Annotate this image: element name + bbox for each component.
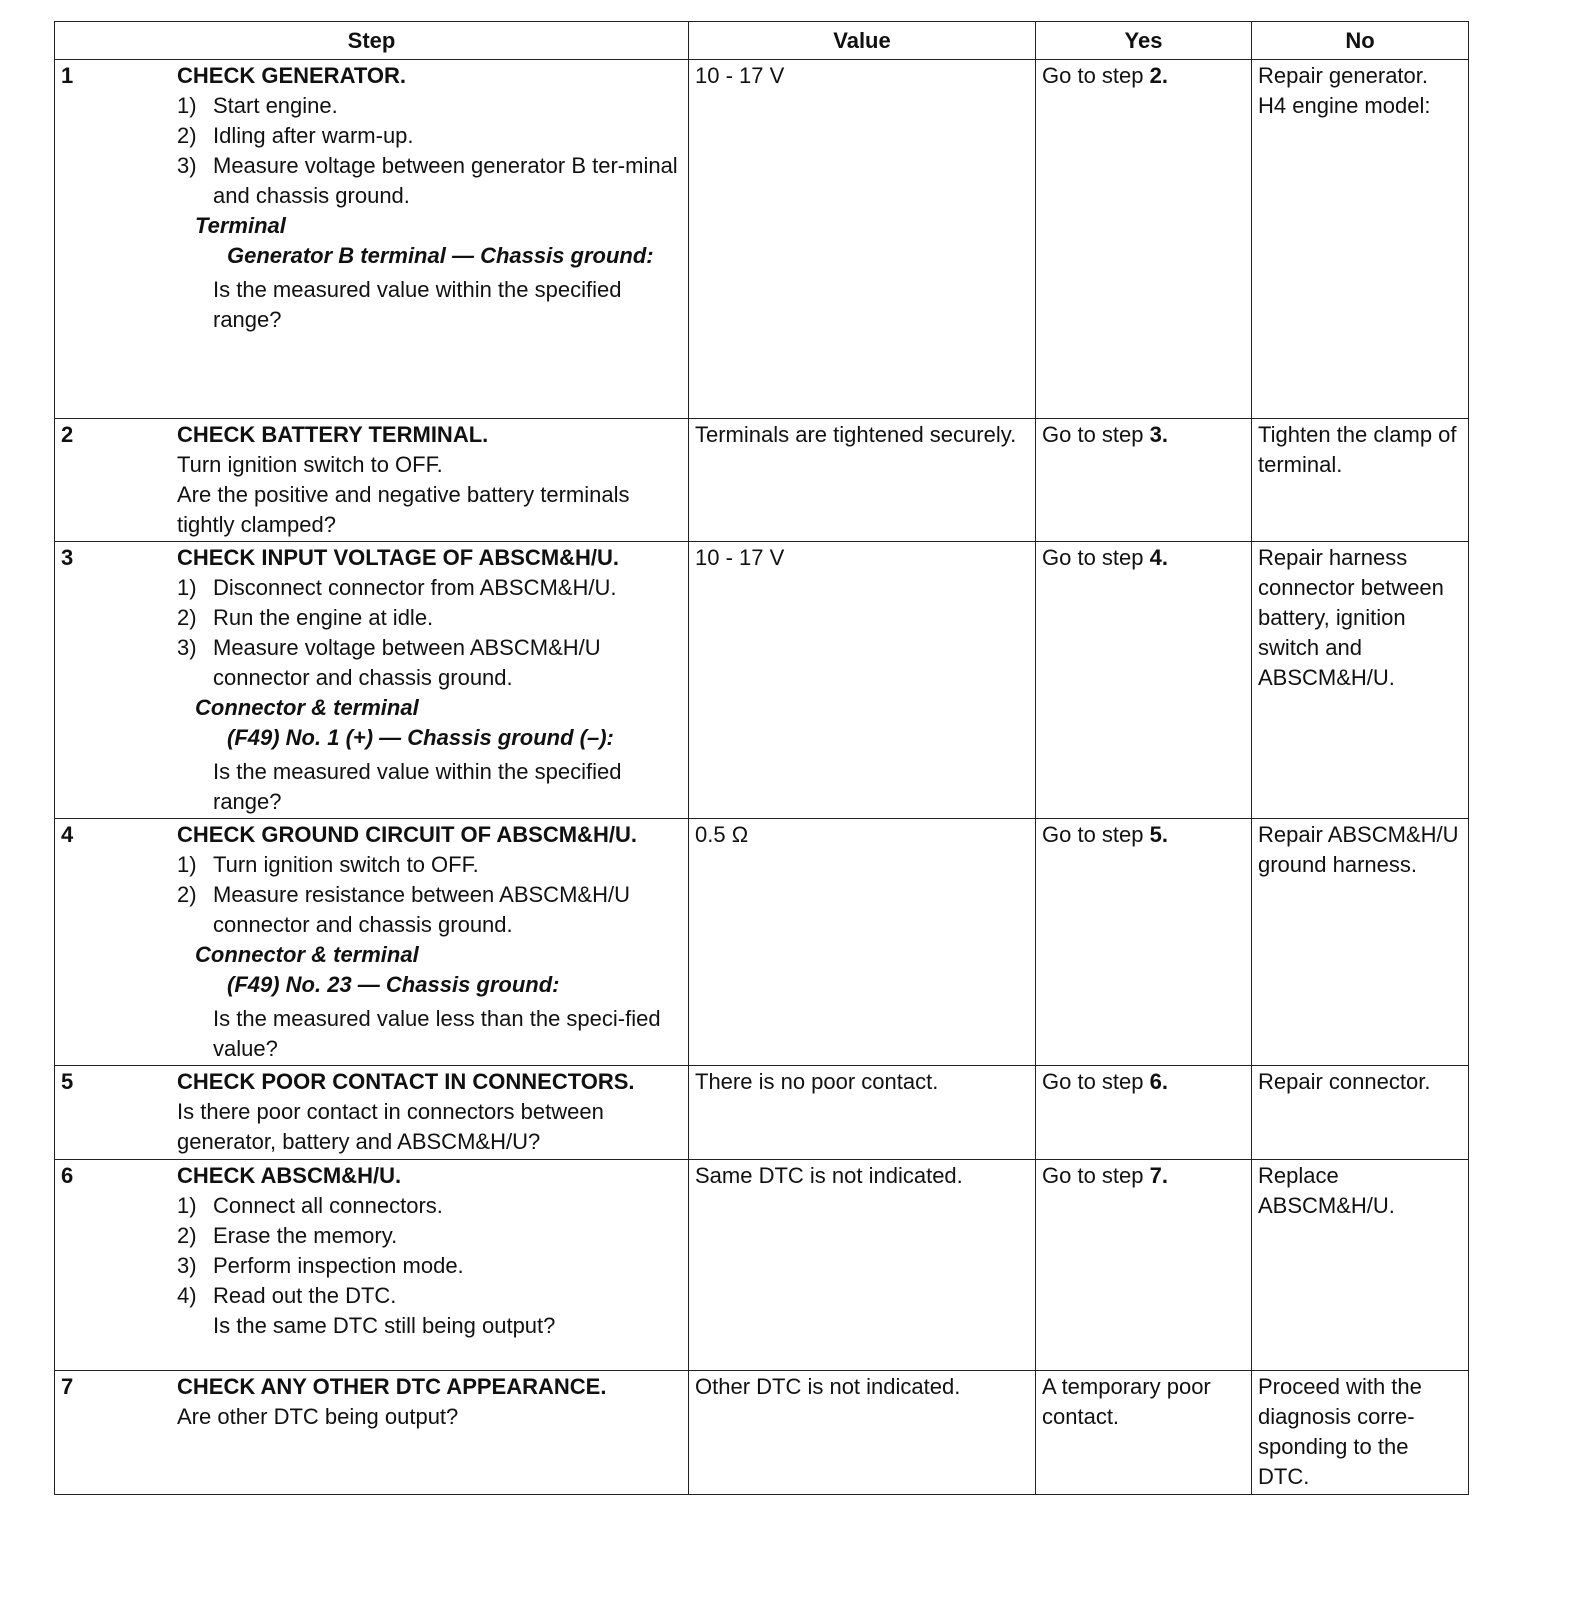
yes-prefix: Go to step: [1042, 1163, 1150, 1188]
yes-step-number: 7.: [1149, 1163, 1168, 1188]
step-cell: [55, 542, 689, 819]
item-text: Run the engine at idle.: [213, 605, 434, 630]
step-title: CHECK GENERATOR.: [177, 63, 406, 88]
yes-cell: [1036, 1160, 1252, 1371]
step-number: 1: [61, 63, 74, 88]
step-cell: [55, 1066, 689, 1160]
connector-sublabel: (F49) No. 23 — Chassis ground:: [227, 972, 560, 997]
yes-step-number: 3.: [1149, 422, 1168, 447]
item-text: Erase the memory.: [213, 1223, 398, 1248]
yes-cell: [1036, 1066, 1252, 1160]
step-cell: [55, 1160, 689, 1371]
yes-prefix: Go to step: [1042, 63, 1150, 88]
item-index: 2): [177, 123, 197, 148]
step-question: Is there poor contact in connectors between generator, battery and ABSCM&H/U?: [177, 1099, 604, 1154]
item-index: 1): [177, 852, 197, 877]
step-question: Are the positive and negative battery terminals tightly clamped?: [177, 482, 630, 537]
value-cell: 0.5 Ω: [689, 819, 1036, 1066]
list-item: [177, 91, 682, 121]
yes-step-number: 5.: [1149, 822, 1168, 847]
yes-prefix: Go to step: [1042, 545, 1150, 570]
table-row: [55, 542, 1469, 819]
step-question: Are other DTC being output?: [177, 1404, 459, 1429]
yes-prefix: Go to step: [1042, 422, 1150, 447]
item-text: Idling after warm-up.: [213, 123, 414, 148]
value-cell: Same DTC is not indicated.: [689, 1160, 1036, 1371]
item-index: 1): [177, 1193, 197, 1218]
item-index: 1): [177, 93, 197, 118]
step-number: 2: [61, 422, 74, 447]
yes-prefix: Go to step: [1042, 822, 1150, 847]
item-index: 2): [177, 1223, 197, 1248]
value-cell: 10 - 17 V: [689, 542, 1036, 819]
item-text: Disconnect connector from ABSCM&H/U.: [213, 575, 617, 600]
step-cell: [55, 819, 689, 1066]
item-index: 2): [177, 605, 197, 630]
item-text: Connect all connectors.: [213, 1193, 443, 1218]
list-item: [177, 1251, 682, 1281]
list-item: [177, 573, 682, 603]
step-number: 3: [61, 545, 74, 570]
item-text: Perform inspection mode.: [213, 1253, 464, 1278]
step-question: Is the measured value within the specified range?: [213, 759, 622, 814]
table-row: [55, 1371, 1469, 1495]
list-item: [177, 1191, 682, 1221]
step-title: CHECK INPUT VOLTAGE OF ABSCM&H/U.: [177, 545, 620, 570]
value-cell: Other DTC is not indicated.: [689, 1371, 1036, 1495]
list-item: [177, 1281, 682, 1311]
connector-sublabel: (F49) No. 1 (+) — Chassis ground (–):: [227, 725, 614, 750]
step-number: 7: [61, 1374, 74, 1399]
step-cell: [55, 419, 689, 542]
list-item: [177, 603, 682, 633]
header-yes: Yes: [1036, 22, 1252, 60]
list-item: [177, 850, 682, 880]
no-cell: Repair ABSCM&H/U ground harness.: [1252, 819, 1469, 1066]
yes-step-number: 6.: [1149, 1069, 1168, 1094]
value-cell: 10 - 17 V: [689, 60, 1036, 419]
value-cell: Terminals are tightened securely.: [689, 419, 1036, 542]
step-text: Turn ignition switch to OFF.: [177, 452, 443, 477]
table-row: [55, 1066, 1469, 1160]
step-number: 6: [61, 1163, 74, 1188]
item-text: Start engine.: [213, 93, 338, 118]
step-title: CHECK POOR CONTACT IN CONNECTORS.: [177, 1069, 635, 1094]
terminal-label: Terminal: [195, 213, 286, 238]
header-step: Step: [55, 22, 689, 60]
yes-cell: [1036, 819, 1252, 1066]
no-cell: Tighten the clamp of terminal.: [1252, 419, 1469, 542]
diagnostic-table: [54, 21, 1469, 1495]
header-no: No: [1252, 22, 1469, 60]
step-question: Is the measured value within the specified range?: [213, 277, 622, 332]
item-text: Turn ignition switch to OFF.: [213, 852, 479, 877]
no-cell: Repair connector.: [1252, 1066, 1469, 1160]
yes-cell: [1036, 60, 1252, 419]
step-title: CHECK ANY OTHER DTC APPEARANCE.: [177, 1374, 607, 1399]
terminal-sublabel: Generator B terminal — Chassis ground:: [227, 243, 654, 268]
step-question: Is the same DTC still being output?: [213, 1313, 556, 1338]
yes-cell: A temporary poor contact.: [1036, 1371, 1252, 1495]
no-cell: Replace ABSCM&H/U.: [1252, 1160, 1469, 1371]
step-number: 4: [61, 822, 74, 847]
item-index: 2): [177, 882, 197, 907]
no-cell: Proceed with the diagnosis corre-sponding to the DTC.: [1252, 1371, 1469, 1495]
connector-label: Connector & terminal: [195, 695, 419, 720]
item-text: Measure voltage between generator B ter-minal and chassis ground.: [213, 153, 678, 208]
yes-cell: [1036, 419, 1252, 542]
item-index: 4): [177, 1283, 197, 1308]
step-question: Is the measured value less than the speci-fied value?: [213, 1006, 661, 1061]
list-item: [177, 880, 682, 940]
step-cell: [55, 60, 689, 419]
yes-prefix: Go to step: [1042, 1069, 1150, 1094]
item-index: 3): [177, 635, 197, 660]
step-title: CHECK BATTERY TERMINAL.: [177, 422, 489, 447]
list-item: [177, 121, 682, 151]
item-index: 1): [177, 575, 197, 600]
header-value: Value: [689, 22, 1036, 60]
yes-cell: [1036, 542, 1252, 819]
table-row: [55, 1160, 1469, 1371]
no-cell: Repair harness connector between battery, ignition switch and ABSCM&H/U.: [1252, 542, 1469, 819]
table-row: [55, 60, 1469, 419]
item-index: 3): [177, 153, 197, 178]
step-cell: [55, 1371, 689, 1495]
step-number: 5: [61, 1069, 74, 1094]
item-index: 3): [177, 1253, 197, 1278]
value-cell: There is no poor contact.: [689, 1066, 1036, 1160]
no-cell: Repair generator. H4 engine model:: [1252, 60, 1469, 419]
table-row: [55, 419, 1469, 542]
table-row: [55, 819, 1469, 1066]
yes-step-number: 2.: [1149, 63, 1168, 88]
connector-label: Connector & terminal: [195, 942, 419, 967]
yes-step-number: 4.: [1149, 545, 1168, 570]
header-row: [55, 22, 1469, 60]
step-title: CHECK GROUND CIRCUIT OF ABSCM&H/U.: [177, 822, 637, 847]
list-item: [177, 151, 682, 211]
step-title: CHECK ABSCM&H/U.: [177, 1163, 402, 1188]
item-text: Measure voltage between ABSCM&H/U connector and chassis ground.: [213, 635, 601, 690]
list-item: [177, 1221, 682, 1251]
list-item: [177, 633, 682, 693]
item-text: Measure resistance between ABSCM&H/U connector and chassis ground.: [213, 882, 630, 937]
item-text: Read out the DTC.: [213, 1283, 397, 1308]
